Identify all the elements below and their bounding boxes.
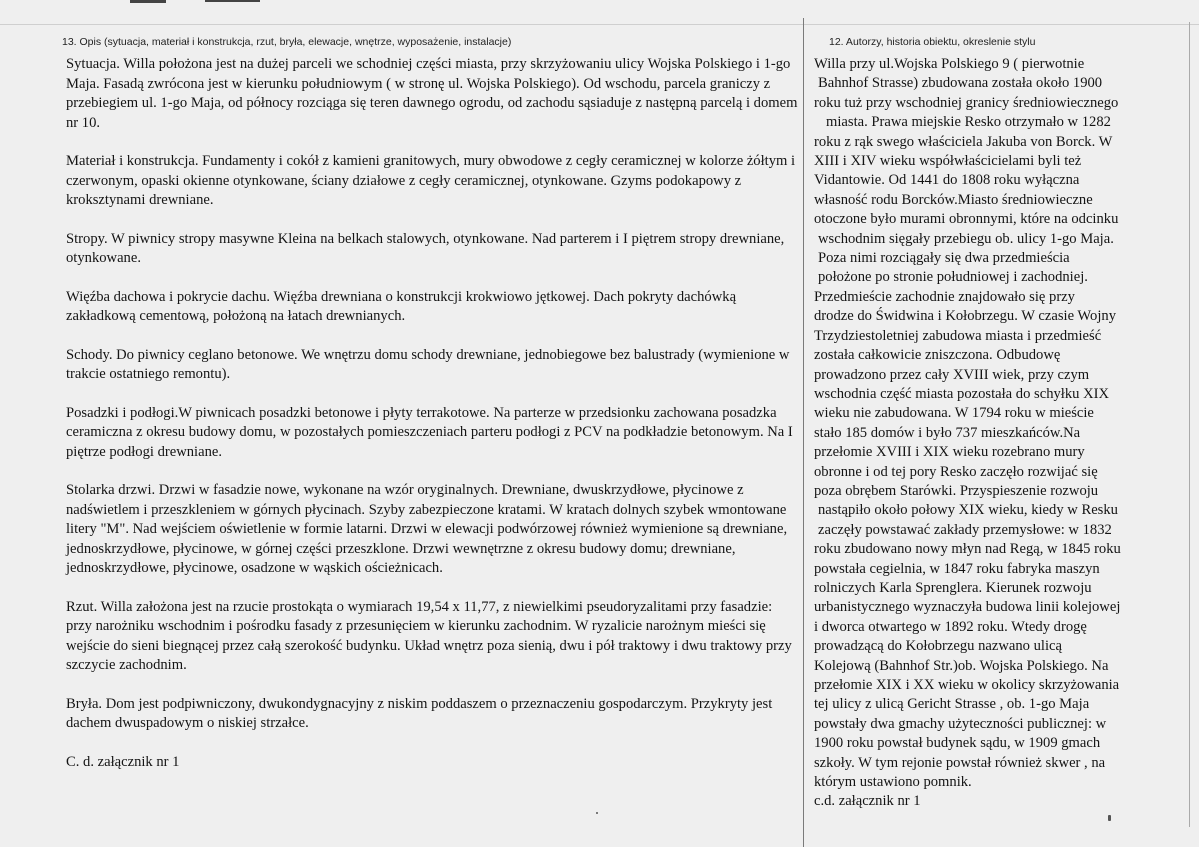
scan-mark [130, 0, 166, 3]
history-line: prowadzono przez cały XVIII wiek, przy czym [814, 366, 1090, 383]
paragraph-roof-truss: Więźba dachowa i pokrycie dachu. Więźba drewniana o konstrukcji krokwiowo jętkowej. Dach pokryty dachówką zakładkową cementową, położoną na łatach drewnianych. [66, 288, 737, 324]
history-line: 1900 roku powstał budynek sądu, w 1909 gmach [814, 735, 1101, 752]
history-line: rolniczych Karla Sprenglera. Kierunek rozwoju [814, 579, 1092, 596]
description-section-heading: 13. Opis (sytuacja, materiał i konstrukcja, rzut, bryła, elewacje, wnętrze, wyposażenie, instalacje) [62, 36, 512, 48]
paragraph-situation: Sytuacja. Willa położona jest na dużej parceli we schodniej części miasta, przy skrzyżowaniu ulicy Wojska Polskiego i 1-go Maja. Fasadą zwrócona jest w kierunku południowym ( w stronę ul. Wojska Polskiego). Od wschodu, parcela graniczy z przebiegiem ul. 1-go Maja, od północy rozciąga się teren dawnego ogrodu, od zachodu sąsiaduje z następną parcelą i domem nr 10. [66, 56, 798, 131]
history-line: Kolejową (Bahnhof Str.)ob. Wojska Polskiego. Na [814, 657, 1109, 674]
history-text [814, 55, 1186, 812]
paragraph-floor-plan: Rzut. Willa założona jest na rzucie prostokąta o wymiarach 19,54 x 11,77, z niewielkimi pseudoryzalitami przy fasadzie: przy narożniku wschodnim i pośrodku fasady z przesunięciem w kierunku zachodnim. W ryzalicie narożnym mieści się wejście do sieni biegnącej przez całą szerokość budynku. Układ wnętrz poza sienią, dwu i pół traktowy i dwu traktowy przy szczycie zachodnim. [66, 598, 792, 673]
history-line: urbanistycznego wyznaczyła budowa linii kolejowej [814, 599, 1121, 616]
history-line: powstały dwa gmachy użyteczności publicznej: w [814, 715, 1107, 732]
history-line: c.d. załącznik nr 1 [814, 793, 921, 810]
history-line: Poza nimi rozciągały się dwa przedmieścia [818, 250, 1070, 267]
history-line: wschodnia część miasta pozostała do schyłku XIX [814, 385, 1110, 402]
history-line: Bahnhof Strasse) zbudowana została około 1900 [818, 75, 1103, 92]
history-line: i dworca otwartego w 1892 roku. Wtedy drogę [814, 618, 1087, 635]
history-line: Vidantowie. Od 1441 do 1808 roku wyłączna [814, 172, 1080, 189]
column-divider [803, 18, 804, 847]
history-line: obronne i od tej pory Resko zaczęło rozwijać się [814, 463, 1098, 480]
history-line: zaczęły powstawać zakłady przemysłowe: w 1832 [818, 521, 1112, 538]
form-right-border [1189, 22, 1190, 827]
history-line: Przedmieście zachodnie znajdowało się przy [814, 288, 1075, 305]
history-line: Willa przy ul.Wojska Polskiego 9 ( pierwotnie [814, 56, 1085, 72]
history-line: została całkowicie zniszczona. Odbudowę [814, 347, 1061, 364]
history-line: drodze do Świdwina i Kołobrzegu. W czasie Wojny [814, 308, 1116, 325]
history-line: powstała cegielnia, w 1847 roku fabryka maszyn [814, 560, 1100, 577]
history-line: którym ustawiono pomnik. [814, 774, 972, 791]
paragraph-stairs: Schody. Do piwnicy ceglano betonowe. We wnętrzu domu schody drewniane, jednobiegowe bez balustrady (wymienione w trakcie ostatniego remontu). [66, 346, 790, 382]
history-section-heading: 12. Autorzy, historia obiektu, okreslenie stylu [829, 36, 1036, 48]
history-line: Trzydziestoletniej zabudowa miasta i przedmieść [814, 327, 1102, 344]
history-line: własność rodu Borcków.Miasto średniowieczne [814, 191, 1093, 208]
paragraph-massing: Bryła. Dom jest podpiwniczony, dwukondygnacyjny z niskim poddaszem o przeznaczeniu gospodarczym. Przykryty jest dachem dwuspadowym o niskiej strzałce. [66, 695, 773, 731]
scan-mark [205, 0, 260, 2]
history-line: wschodnim sięgały przebiegu ob. ulicy 1-go Maja. [818, 230, 1114, 247]
scan-speck [1108, 815, 1111, 821]
history-line: prowadzącą do Kołobrzegu nazwano ulicą [814, 638, 1062, 655]
history-line: przełomie XIX i XX wieku w okolicy skrzyżowania [814, 677, 1120, 693]
paragraph-door-joinery: Stolarka drzwi. Drzwi w fasadzie nowe, wykonane na wzór oryginalnych. Drewniane, dwuskrzydłowe, płycinowe z nadświetlem i przeszkleniem w górnych płycinach. Szyby zabezpieczone kratami. W kratach dolnych szybek wmontowane litery "M". Nad wejściem oświetlenie w formie latarni. Drzwi w elewacji podwórzowej również wymienione są drewniane, jednoskrzydłowe, płycinowe, w górnej części przeszklone. Drzwi wewnętrzne z okresu budowy domu; drewniane, jednoskrzydłowe, płycinowe, osadzone w wąskich ościeżnicach. [66, 482, 788, 576]
history-line: poza obrębem Starówki. Przyspieszenie rozwoju [814, 482, 1099, 499]
description-column [62, 36, 800, 791]
history-line: roku tuż przy wschodniej granicy średniowiecznego [814, 94, 1119, 111]
history-line: wieku nie zabudowana. W 1794 roku w mieście [814, 405, 1094, 422]
scan-speck [596, 812, 598, 814]
history-line: roku zbudowano nowy młyn nad Regą, w 1845 roku [814, 541, 1121, 558]
description-paragraphs [62, 55, 800, 772]
history-line: szkoły. W tym rejonie powstał również skwer , na [814, 754, 1106, 771]
history-line: stało 185 domów i było 737 mieszkańców.Na [814, 424, 1081, 441]
paragraph-material-construction: Materiał i konstrukcja. Fundamenty i cokół z kamieni granitowych, mury obwodowe z cegły ceramicznej w kolorze żółtym i czerwonym, opaski okienne otynkowane, ściany działowe z cegły ceramicznej, otynkowane. Gzyms podokapowy z kroksztynami drewniane. [66, 153, 796, 208]
history-line: przełomie XVIII i XIX wieku rozebrano mury [814, 444, 1085, 461]
history-line: tej ulicy z ulicą Gericht Strasse , ob. 1-go Maja [814, 696, 1090, 713]
paragraph-continuation-note: C. d. załącznik nr 1 [66, 753, 180, 770]
history-line: roku z rąk swego właściciela Jakuba von Borck. W [814, 133, 1113, 150]
history-line: otoczone było murami obronnymi, które na odcinku [814, 211, 1119, 228]
history-line: położone po stronie południowej i zachodniej. [818, 269, 1088, 286]
history-line: miasta. Prawa miejskie Resko otrzymało w 1282 [826, 114, 1111, 131]
form-top-rule [0, 24, 1199, 25]
paragraph-ceilings: Stropy. W piwnicy stropy masywne Kleina na belkach stalowych, otynkowane. Nad parterem i I piętrem stropy drewniane, otynkowane. [66, 230, 785, 266]
paragraph-floors: Posadzki i podłogi.W piwnicach posadzki betonowe i płyty terrakotowe. Na parterze w przedsionku zachowana posadzka ceramiczna z okresu budowy domu, w pozostałych pomieszczeniach parteru podłogi z PCV na podkładzie betonowym. Na I piętrze podłogi drewniane. [66, 404, 793, 460]
history-column [814, 36, 1186, 812]
history-line: XIII i XIV wieku współwłaścicielami byli też [814, 153, 1082, 170]
history-line: nastąpiło około połowy XIX wieku, kiedy w Resku [818, 502, 1118, 519]
